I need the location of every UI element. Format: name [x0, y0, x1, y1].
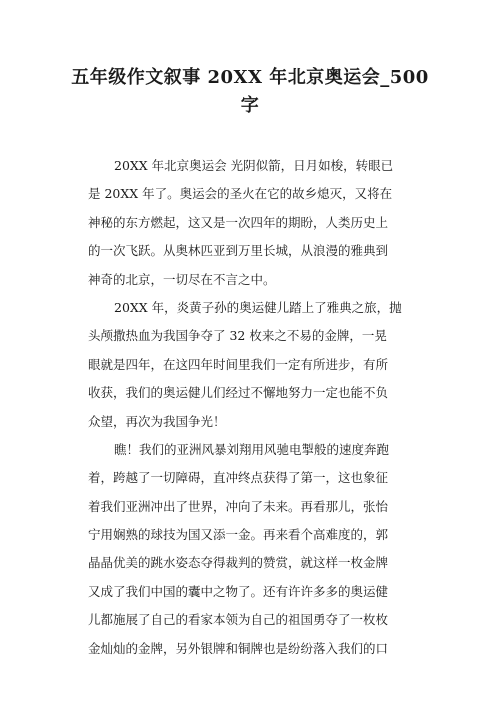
text-line: 神奇的北京，一切尽在不言之中。 — [88, 271, 276, 287]
text-line: 着我们亚洲冲出了世界，冲向了未来。再看那儿，张怡 — [88, 498, 389, 514]
paragraph-3 — [88, 436, 418, 663]
text-line: 眼就是四年，在这四年时间里我们一定有所进步，有所 — [88, 356, 389, 372]
title-line: 五年级作文叙事 20XX 年北京奥运会_500 — [71, 67, 429, 88]
text-line: 瞧！我们的亚洲风暴刘翔用风驰电掣般的速度奔跑 — [114, 441, 390, 457]
document-body — [88, 152, 418, 663]
title-line: 字 — [240, 95, 260, 116]
text-line: 宁用娴熟的球技为国又添一金。再来看个高难度的，郭 — [88, 527, 389, 543]
text-line: 的一次飞跃。从奥林匹亚到万里长城，从浪漫的雅典到 — [88, 243, 389, 259]
text-line: 头颅撒热血为我国争夺了 32 枚来之不易的金牌，一晃 — [88, 328, 387, 344]
text-line: 晶晶优美的跳水姿态夺得裁判的赞赏，就这样一枚金牌 — [88, 555, 389, 571]
text-line: 金灿灿的金牌，另外银牌和铜牌也是纷纷落入我们的口 — [88, 640, 389, 656]
text-line: 着，跨越了一切障碍，直冲终点获得了第一，这也象征 — [88, 470, 389, 486]
paragraph-2 — [88, 294, 418, 436]
text-line: 收获，我们的奥运健儿们经过不懈地努力一定也能不负 — [88, 385, 389, 401]
text-line: 众望，再次为我国争光！ — [88, 413, 226, 429]
paragraph-1 — [88, 152, 418, 294]
document-title — [60, 64, 440, 120]
text-line: 20XX 年北京奥运会 光阴似箭，日月如梭，转眼已 — [114, 158, 394, 173]
text-line: 儿都施展了自己的看家本领为自己的祖国勇夺了一枚枚 — [88, 612, 389, 628]
text-line: 又成了我们中国的囊中之物了。还有许许多多的奥运健 — [88, 583, 389, 599]
text-line: 是 20XX 年了。奥运会的圣火在它的故乡熄灭，又将在 — [88, 186, 393, 202]
text-line: 神秘的东方燃起，这又是一次四年的期盼，人类历史上 — [88, 214, 389, 230]
text-line: 20XX 年，炎黄子孙的奥运健儿踏上了雅典之旅，抛 — [114, 299, 402, 315]
